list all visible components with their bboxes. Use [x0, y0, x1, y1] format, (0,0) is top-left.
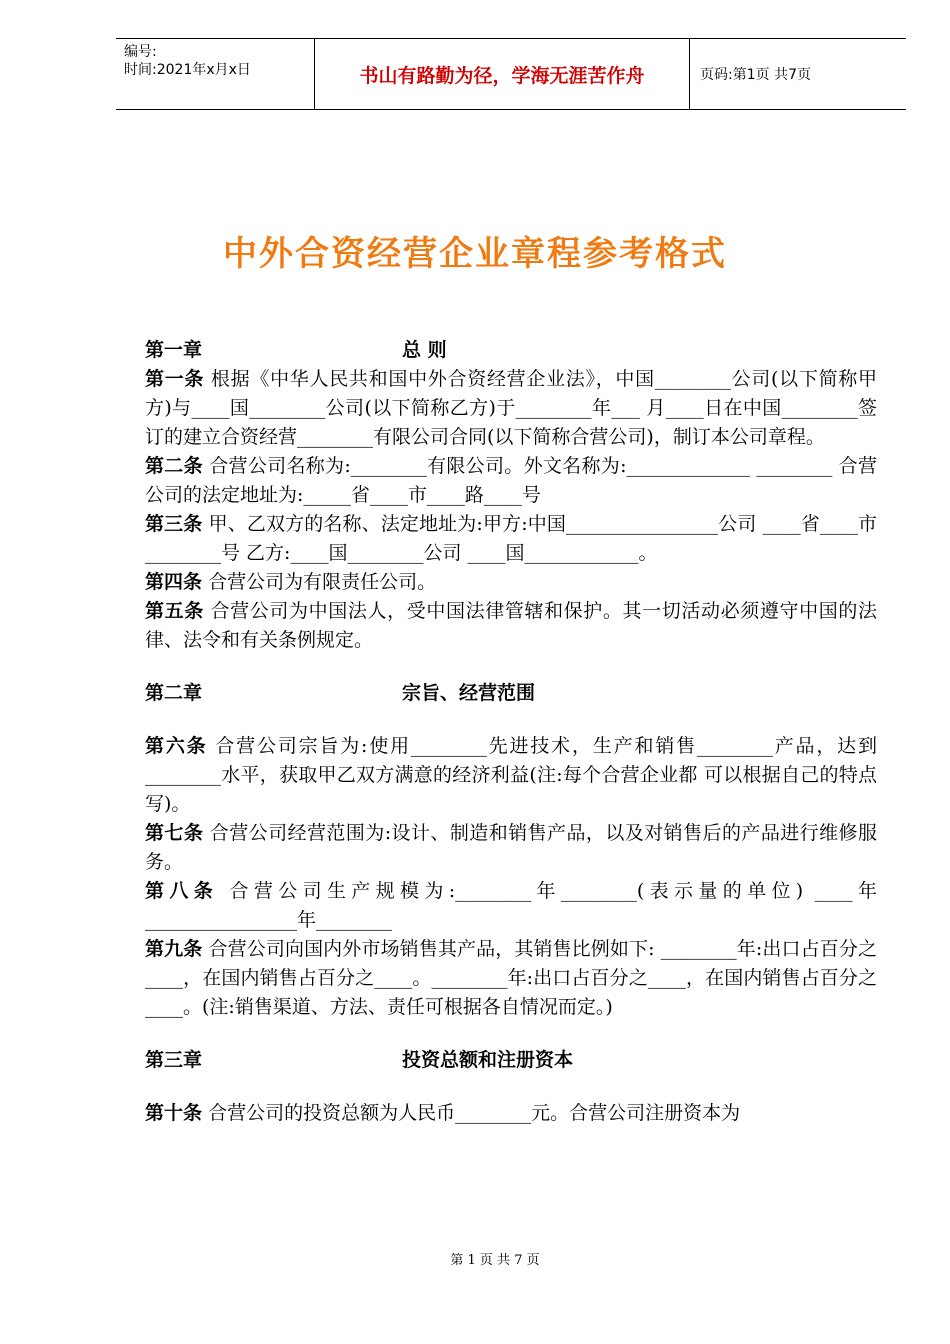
header-meta: [116, 39, 315, 109]
article-label: 第十条: [145, 1102, 203, 1124]
article-label: 第八条: [145, 880, 219, 902]
header-page-info: 页码:第1页 共7页: [700, 67, 811, 83]
chapter-name: 宗旨、经营范围: [402, 682, 536, 704]
article-label: 第一条: [145, 368, 205, 390]
article-text: 合营公司为中国法人，受中国法律管辖和保护。其一切活动必须遵守中国的法律、法令和有关条例规定。: [145, 600, 877, 651]
document-title: 中外合资经营企业章程参考格式: [223, 234, 727, 274]
chapter-number: 第二章: [145, 682, 203, 704]
page-header: [116, 38, 906, 110]
article-text: 合营公司宗旨为:使用________先进技术，生产和销售________产品，达到________水平，获取甲乙双方满意的经济利益(注:每个合营企业都 可以根据自己的特点写)。: [145, 735, 877, 815]
time-label: 时间:2021年x月x日: [124, 62, 251, 78]
article-label: 第四条: [145, 571, 203, 593]
article-label: 第七条: [145, 822, 204, 844]
article: [145, 452, 877, 510]
article-text: 根据《中华人民共和国中外合资经营企业法》，中国________公司(以下简称甲方)与____国________公司(以下简称乙方)于________年___ 月____日在中国________签订的建立合资经营________有限公司合同(以下简称合营公司)，制订本公司章程。: [145, 368, 877, 448]
article-label: 第二条: [145, 455, 203, 477]
article-text: 合营公司的投资总额为人民币________元。合营公司注册资本为: [208, 1102, 741, 1124]
header-motto: 书山有路勤为径，学海无涯苦作舟: [315, 39, 690, 109]
chapter-number: 第一章: [145, 339, 203, 361]
article: [145, 877, 877, 935]
article: [145, 1099, 877, 1128]
chapter-heading: [145, 336, 877, 365]
chapter-name: 投资总额和注册资本: [402, 1049, 574, 1071]
document-body: [145, 336, 877, 1128]
article-text: 合营公司经营范围为:设计、制造和销售产品，以及对销售后的产品进行维修服务。: [145, 822, 877, 873]
article-text: 甲、乙双方的名称、法定地址为:甲方:中国________________公司 ____省____市________号 乙方:____国________公司 ____国____________。: [145, 513, 877, 564]
article: [145, 935, 877, 1022]
code-label: 编号:: [124, 44, 157, 60]
article: [145, 568, 877, 597]
article-text: 合营公司向国内外市场销售其产品，其销售比例如下: ________年:出口占百分之____，在国内销售占百分之____。________年:出口占百分之____，在国内销售占百分之____。(注:销售渠道、方法、责任可根据各自情况而定。): [145, 938, 877, 1018]
article-text: 合营公司名称为:________有限公司。外文名称为:_____________ ________ 合营公司的法定地址为:_____省____市____路____号: [145, 455, 877, 506]
article-label: 第三条: [145, 513, 203, 535]
chapter-heading: [145, 679, 877, 708]
chapter-name: 总 则: [402, 339, 447, 361]
article: [145, 597, 877, 655]
article: [145, 510, 877, 568]
article-text: 合营公司为有限责任公司。: [208, 571, 437, 593]
article-label: 第六条: [145, 735, 208, 757]
chapter-heading: [145, 1046, 877, 1075]
article: [145, 732, 877, 819]
article-label: 第五条: [145, 600, 204, 622]
page-footer: 第 1 页 共 7 页: [450, 1253, 540, 1268]
chapter-number: 第三章: [145, 1049, 203, 1071]
article: [145, 365, 877, 452]
article-text: 合营公司生产规模为:________年________(表示量的单位) ____年________________年________: [145, 880, 877, 931]
article-label: 第九条: [145, 938, 203, 960]
article: [145, 819, 877, 877]
